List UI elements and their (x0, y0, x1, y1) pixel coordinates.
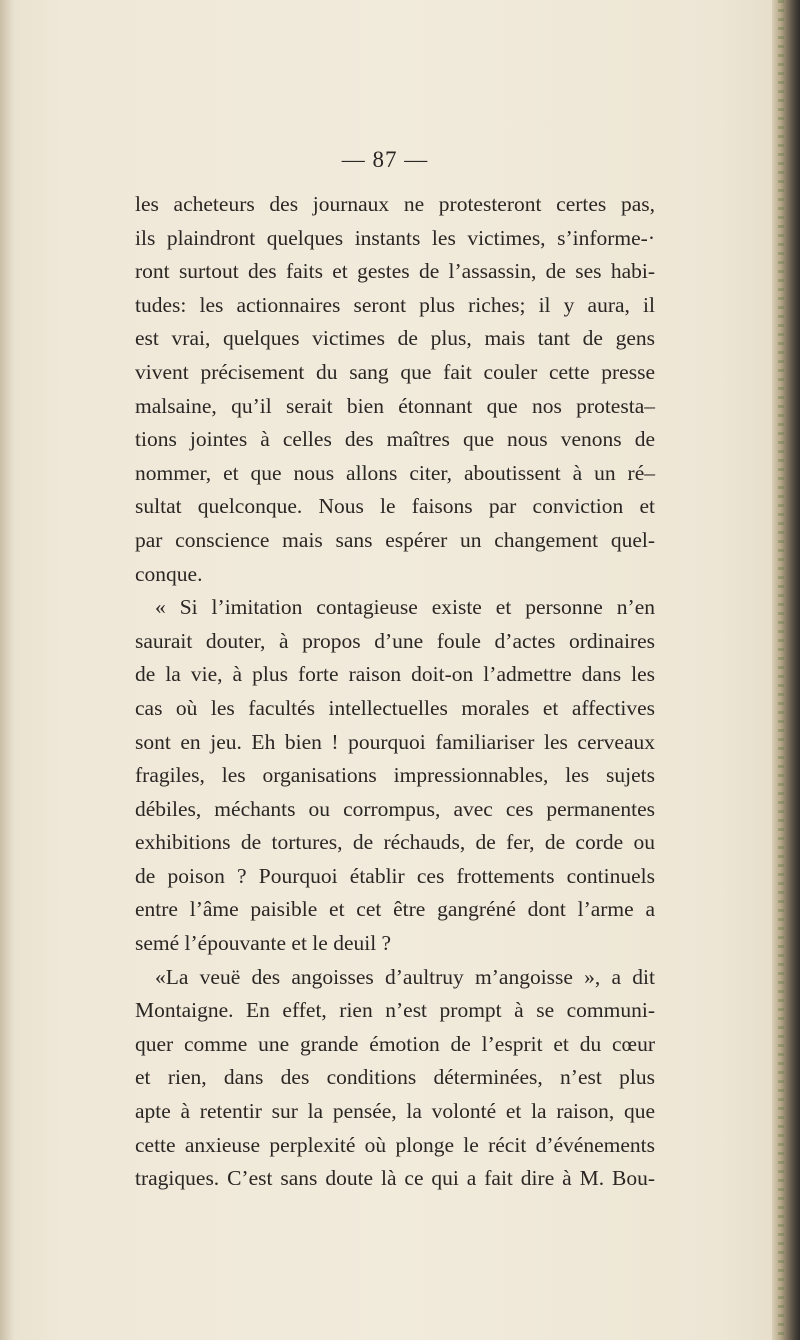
text-line: sont en jeu. Eh bien ! pourquoi familiariser les cerveaux (135, 729, 655, 754)
text-line: fragiles, les organisations impressionnables, les sujets (135, 763, 655, 788)
text-line: nommer, et que nous allons citer, aboutissent à un ré– (135, 460, 655, 485)
page-number-header: — 87 — (341, 147, 429, 172)
text-line: quer comme une grande émotion de l’esprit et du cœur (135, 1031, 655, 1056)
text-line: par conscience mais sans espérer un changement quel- (135, 527, 655, 552)
text-line: débiles, méchants ou corrompus, avec ces permanentes (135, 796, 655, 821)
text-line: conque. (135, 561, 203, 586)
text-line: vivent précisement du sang que fait couler cette presse (135, 359, 655, 384)
text-line: semé l’épouvante et le deuil ? (135, 931, 392, 956)
text-line: est vrai, quelques victimes de plus, mais tant de gens (135, 326, 655, 351)
text-line: ils plaindront quelques instants les victimes, s’informe-· (135, 225, 655, 250)
text-line: cette anxieuse perplexité où plonge le récit d’événements (135, 1132, 655, 1157)
book-binding-edge (772, 0, 800, 1340)
text-line: apte à retentir sur la pensée, la volonté et la raison, que (135, 1099, 655, 1124)
text-line: malsaine, qu’il serait bien étonnant que nos protesta– (135, 393, 655, 418)
text-line: sultat quelconque. Nous le faisons par conviction et (135, 494, 655, 519)
text-line: exhibitions de tortures, de réchauds, de fer, de corde ou (135, 830, 655, 855)
text-line: les acheteurs des journaux ne protesteront certes pas, (135, 192, 655, 216)
text-line: entre l’âme paisible et cet être gangréné dont l’arme a (135, 897, 655, 922)
text-line: Montaigne. En effet, rien n’est prompt à se communi- (135, 998, 655, 1023)
text-line: «La veuë des angoisses d’aultruy m’angoisse », a dit (155, 964, 655, 989)
text-line: de poison ? Pourquoi établir ces frottements continuels (135, 863, 655, 888)
text-line: tudes: les actionnaires seront plus riches; il y aura, il (135, 292, 655, 317)
text-line: et rien, dans des conditions déterminées, n’est plus (135, 1065, 655, 1090)
text-line: « Si l’imitation contagieuse existe et personne n’en (155, 595, 655, 620)
page-body-text (135, 188, 655, 1196)
page-left-shadow (0, 0, 14, 1340)
text-line: tragiques. C’est sans doute là ce qui a fait dire à M. Bou- (135, 1166, 655, 1191)
text-line: ront surtout des faits et gestes de l’assassin, de ses habi- (135, 259, 655, 284)
text-line: saurait douter, à propos d’une foule d’actes ordinaires (135, 628, 655, 653)
text-line: de la vie, à plus forte raison doit-on l’admettre dans les (135, 662, 655, 687)
text-line: cas où les facultés intellectuelles morales et affectives (135, 695, 655, 720)
text-line: tions jointes à celles des maîtres que nous venons de (135, 427, 655, 452)
